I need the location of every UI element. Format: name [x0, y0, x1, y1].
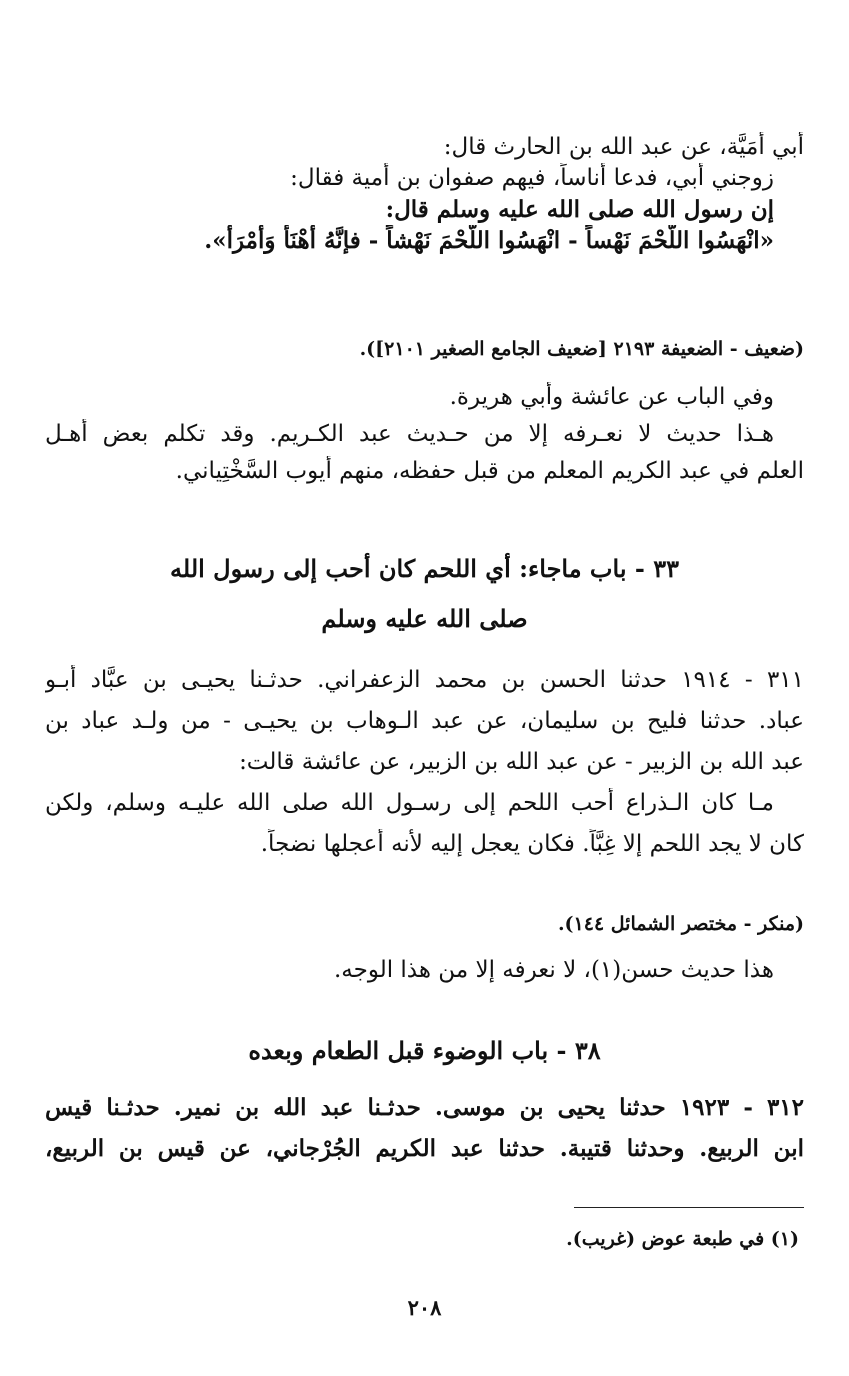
text-line: أبي أُمَيَّة، عن عبد الله بن الحارث قال: [443, 134, 804, 160]
section-heading-33-cont: صلى الله عليه وسلم [321, 604, 528, 633]
text-line: ٣١٢ - ١٩٢٣ حدثنا يحيى بن موسى. حدثـنا عبد الله بن نمير. حدثـنا قيس [45, 1094, 804, 1121]
text-line: عباد. حدثنا فليح بن سليمان، عن عبد الـوهاب بن يحيـى - من ولـد عباد بن [45, 708, 804, 735]
text-line: العلم في عبد الكريم المعلم من قبل حفظه، منهم أيوب السَّخْتِياني. [175, 458, 804, 485]
page-number: ٢٠٨ [407, 1295, 442, 1320]
footnote-divider [574, 1207, 804, 1208]
hadith-text: «انْهَسُوا اللَّحْمَ نَهْساً - انْهَسُوا اللَّحْمَ نَهْشاً - فإنَّهُ أَهْنَأُ وَأَمْرَأُ». [204, 227, 774, 255]
hadith-311 [45, 665, 804, 860]
section-heading-33: ٣٣ - باب ماجاء: أي اللحم كان أحب إلى رسول الله [170, 554, 679, 583]
text-line: عبد الله بن الزبير - عن عبد الله بن الزبير، عن عائشة قالت: [239, 749, 804, 776]
text-line: هـذا حديث لا نعـرفه إلا من حـديث عبد الكـريم. وقد تكلم بعض أهـل [45, 421, 774, 448]
hadith-312 [45, 1092, 804, 1164]
text-line: ابن الربيع. وحدثنا قتيبة. حدثنا عبد الكريم الجُرْجاني، عن قيس بن الربيع، [45, 1135, 804, 1163]
text-line: كان لا يجد اللحم إلا غِبَّاً. فكان يعجل إليه لأنه أعجلها نضجاً. [260, 831, 804, 858]
opening-passage [45, 132, 804, 256]
grading-note [45, 912, 804, 938]
grade-text: (ضعيف - الضعيفة ٢١٩٣ [ضعيف الجامع الصغير ٢١٠١]). [359, 338, 804, 360]
grade-text: (منكر - مختصر الشمائل ١٤٤). [557, 913, 804, 935]
text-line: إن رسول الله صلى الله عليه وسلم قال: [385, 196, 774, 224]
footnote: (١) في طبعة عوض (غريب). [566, 1228, 799, 1250]
hadith-311-commentary [45, 955, 804, 986]
text-line: هذا حديث حسن(١)، لا نعرفه إلا من هذا الوجه. [333, 957, 774, 983]
text-line: مـا كان الـذراع أحب اللحم إلى رسـول الله صلى الله عليـه وسلم، ولكن [45, 790, 774, 817]
text-line: وفي الباب عن عائشة وأبي هريرة. [449, 384, 774, 410]
text-line: زوجني أبي، فدعا أناساً، فيهم صفوان بن أمية فقال: [290, 165, 774, 192]
text-line: ٣١١ - ١٩١٤ حدثنا الحسن بن محمد الزعفراني. حدثـنا يحيـى بن عبَّاد أبـو [45, 667, 804, 693]
section-heading-38: ٣٨ - باب الوضوء قبل الطعام وبعده [248, 1036, 601, 1065]
grading-note [45, 337, 804, 363]
opening-commentary [45, 382, 804, 487]
